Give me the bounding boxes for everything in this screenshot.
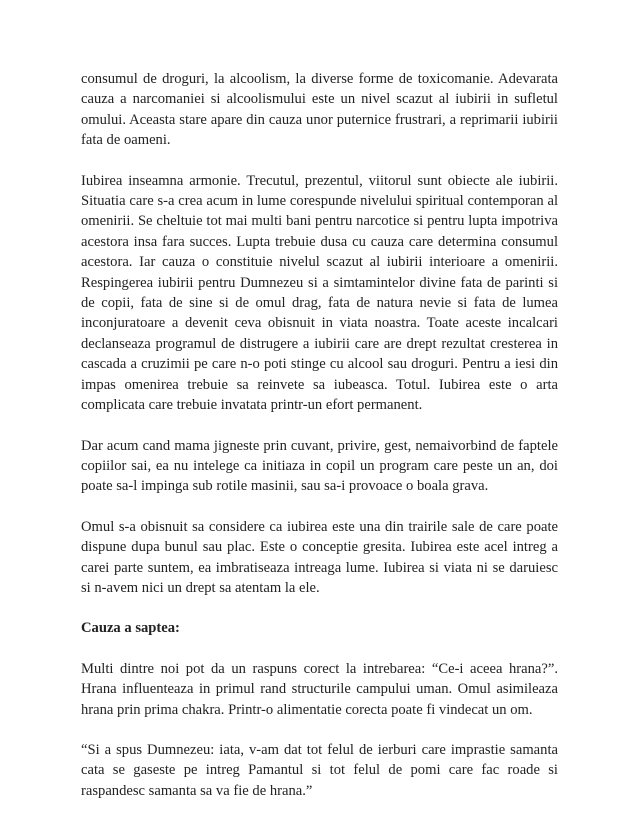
paragraph-6: “Si a spus Dumnezeu: iata, v-am dat tot felul de ierburi care imprastie samanta cata se gaseste pe intreg Pamantul si tot felul de pomi care fac roade si raspandesc samanta sa va fie de hrana.”	[81, 741, 558, 799]
paragraph-3: Dar acum cand mama jigneste prin cuvant, privire, gest, nemaivorbind de faptele copiilor sai, ea nu intelege ca initiaza in copil un program care peste un an, doi poate sa-l impinga sub rotile masinii, sau sa-i provoace o boala grava.	[81, 437, 558, 495]
paragraph-1: consumul de droguri, la alcoolism, la diverse forme de toxicomanie. Adevarata cauza a narcomaniei si alcoolismului este un nivel scazut al iubirii in sufletul omului. Aceasta stare apare din cauza unor puternice frustrari, a reprimarii iubirii fata de oameni.	[81, 71, 558, 149]
document-body	[81, 69, 558, 821]
section-heading: Cauza a saptea:	[81, 620, 180, 637]
paragraph-2: Iubirea inseamna armonie. Trecutul, prezentul, viitorul sunt obiecte ale iubirii. Situatia care s-a crea acum in lume corespunde nivelului spiritual contemporan al omenirii. Se cheltuie tot mai multi bani pentru narcotice si pentru lupta impotriva acestora insa fara succes. Lupta trebuie dusa cu cauza care determina consumul acestora. Iar cauza o constituie nivelul scazut al iubirii interioare a omenirii. Respingerea iubirii pentru Dumnezeu si a simtamintelor divine fata de parinti si de copii, fata de sine si de omul drag, fata de natura nevie si fata de lumea inconjuratoare a devenit ceva obisnuit in viata noastra. Toate aceste incalcari declanseaza programul de distrugere a iubirii care are drept rezultat cresterea in cascada a cruzimii pe care n-o poti stinge cu alcool sau droguri. Pentru a iesi din impas omenirea trebuie sa reinvete sa iubeasca. Totul. Iubirea este o arta complicata care trebuie invatata printr-un efort permanent.	[81, 172, 558, 414]
paragraph-5: Multi dintre noi pot da un raspuns corect la intrebarea: “Ce-i aceea hrana?”. Hrana influenteaza in primul rand structurile campului uman. Omul asimileaza hrana prin prima chakra. Printr-o alimentatie corecta poate fi vindecat un om.	[81, 660, 558, 718]
paragraph-4: Omul s-a obisnuit sa considere ca iubirea este una din trairile sale de care poate dispune dupa bunul sau plac. Este o conceptie gresita. Iubirea este acel intreg a carei parte suntem, ea imbratiseaza intreaga lume. Iubirea si viata ni se daruiesc si n-avem nici un drept sa atentam la ele.	[81, 518, 558, 596]
